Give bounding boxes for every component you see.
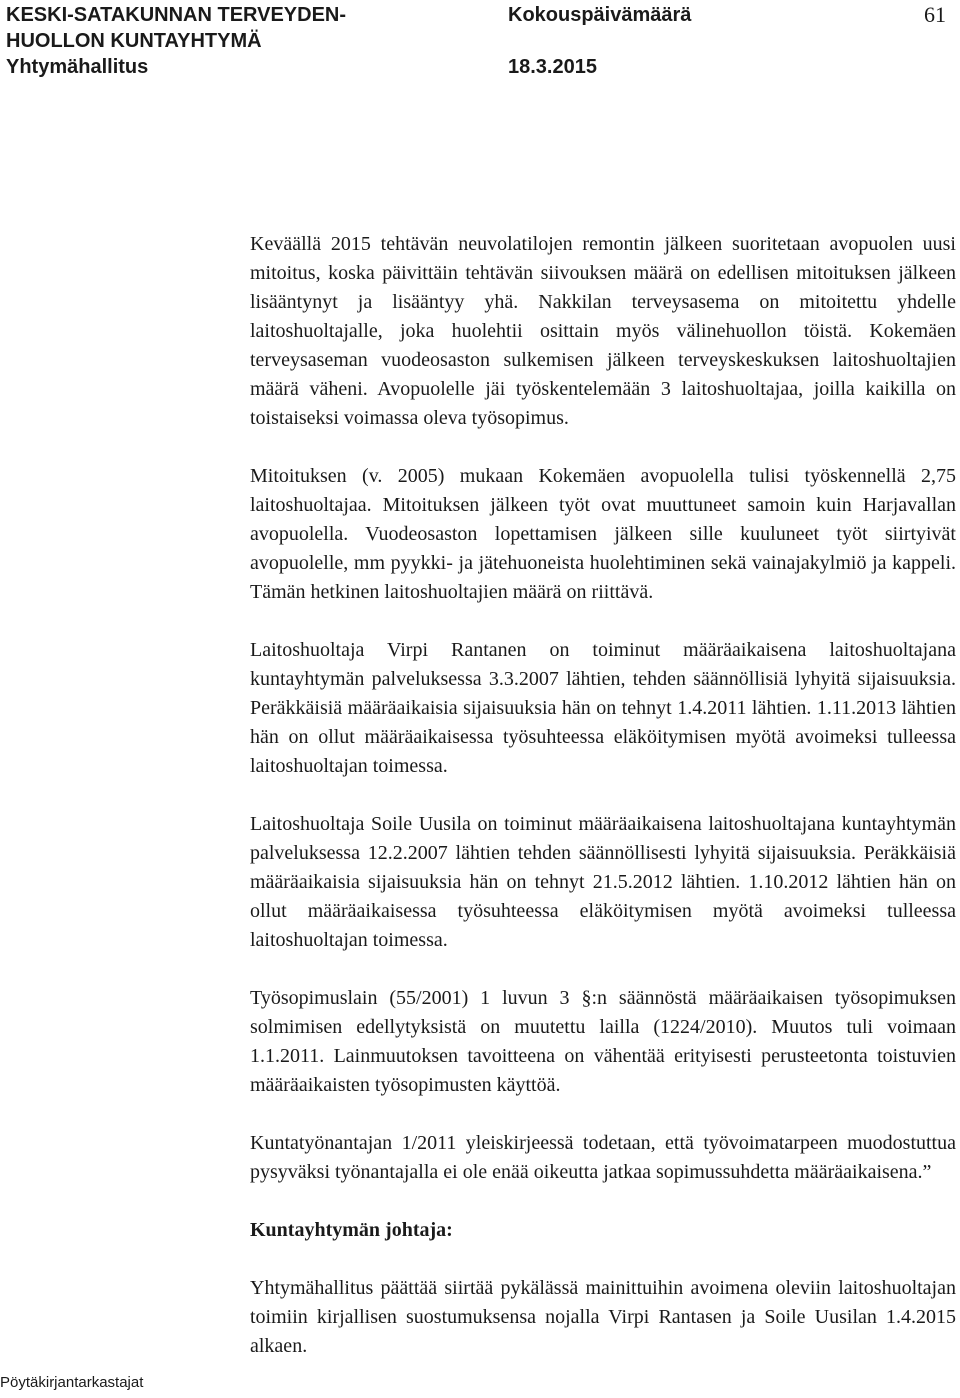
page-number: 61 bbox=[924, 2, 946, 27]
paragraph-rantanen: Laitoshuoltaja Virpi Rantanen on toiminut määräaikaisena laitoshuoltajana kuntayhtymän palveluksessa 3.3.2007 lähtien, tehden säännöllisiä lyhyitä sijaisuuksia. Peräkkäisiä määräaikaisia sijaisuuksia hän on tehnyt 1.4.2011 lähtien. 1.11.2013 lähtien hän on ollut määräaikaisessa työsuhteessa eläköitymisen myötä avoimeksi tulleessa laitoshuoltajan toimessa. bbox=[250, 639, 956, 777]
paragraph-yleiskirje: Kuntatyönantajan 1/2011 yleiskirjeessä todetaan, että työvoimatarpeen muodostuttua pysyväksi työnantajalla ei ole enää oikeutta jatkaa sopimussuhdetta määräaikaisena.” bbox=[250, 1132, 956, 1183]
paragraph-uusila: Laitoshuoltaja Soile Uusila on toiminut määräaikaisena laitoshuoltajana kuntayhtymän palveluksessa 12.2.2007 lähtien tehden säännöllisesti lyhyitä sijaisuuksia. Peräkkäisiä määräaikaisia sijaisuuksia hän on tehnyt 21.5.2012 lähtien. 1.10.2012 lähtien hän on ollut määräaikaisessa työsuhteessa eläköitymisen myötä avoimeksi tulleessa laitoshuoltajan toimessa. bbox=[250, 813, 956, 951]
footer-label: Pöytäkirjantarkastajat bbox=[0, 1374, 144, 1391]
paragraph-mitoitus: Keväällä 2015 tehtävän neuvolatilojen remontin jälkeen suoritetaan avopuolen uusi mitoitus, koska päivittäin tehtävän siivouksen määrä on edellisen mitoituksen jälkeen lisääntynyt ja lisääntyy yhä. Nakkilan terveysasema on mitoitettu yhdelle laitoshuoltajalle, joka huolehtii osittain myös välinehuollon töistä. Kokemäen terveysaseman vuodeosaston sulkemisen jälkeen terveyskeskuksen laitoshuoltajien määrä väheni. Avopuolelle jäi työskentelemään 3 laitoshuoltajaa, joilla kaikilla on toistaiseksi voimassa oleva työsopimus. bbox=[250, 233, 956, 429]
paragraph-kokemaki: Mitoituksen (v. 2005) mukaan Kokemäen avopuolella tulisi työskennellä 2,75 laitoshuoltajaa. Mitoituksen jälkeen työt ovat muuttuneet samoin kuin Harjavallan avopuolella. Vuodeosaston lopettamisen jälkeen sille kuuluneet työt siirtyivät avopuolelle, mm pyykki- ja jätehuoneista huolehtiminen sekä vainajakylmiö ja kappeli. Tämän hetkinen laitoshuoltajien määrä on riittävä. bbox=[250, 465, 956, 603]
board-name: Yhtymähallitus bbox=[6, 56, 149, 78]
paragraph-tyosopimuslaki: Työsopimuslain (55/2001) 1 luvun 3 §:n säännöstä määräaikaisen työsopimuksen solmimisen edellytyksistä on muutettu lailla (1224/2010). Muutos tuli voimaan 1.1.2011. Lainmuutoksen tavoitteena on vähentää erityisesti perusteetonta toistuvien määräaikaisten työsopimusten käyttöä. bbox=[250, 987, 956, 1096]
meeting-date-label: Kokouspäivämäärä bbox=[508, 4, 692, 26]
organization-name-line2: HUOLLON KUNTAYHTYMÄ bbox=[6, 30, 262, 52]
proposal-heading: Kuntayhtymän johtaja: bbox=[250, 1219, 453, 1241]
document-body bbox=[250, 230, 956, 1390]
meeting-date: 18.3.2015 bbox=[508, 56, 597, 78]
proposal-text: Yhtymähallitus päättää siirtää pykälässä mainittuihin avoimena oleviin laitoshuoltajan toimiin kirjallisen suostumuksensa nojalla Virpi Rantasen ja Soile Uusilan 1.4.2015 alkaen. bbox=[250, 1277, 956, 1357]
organization-name-line1: KESKI-SATAKUNNAN TERVEYDEN- bbox=[6, 4, 347, 26]
